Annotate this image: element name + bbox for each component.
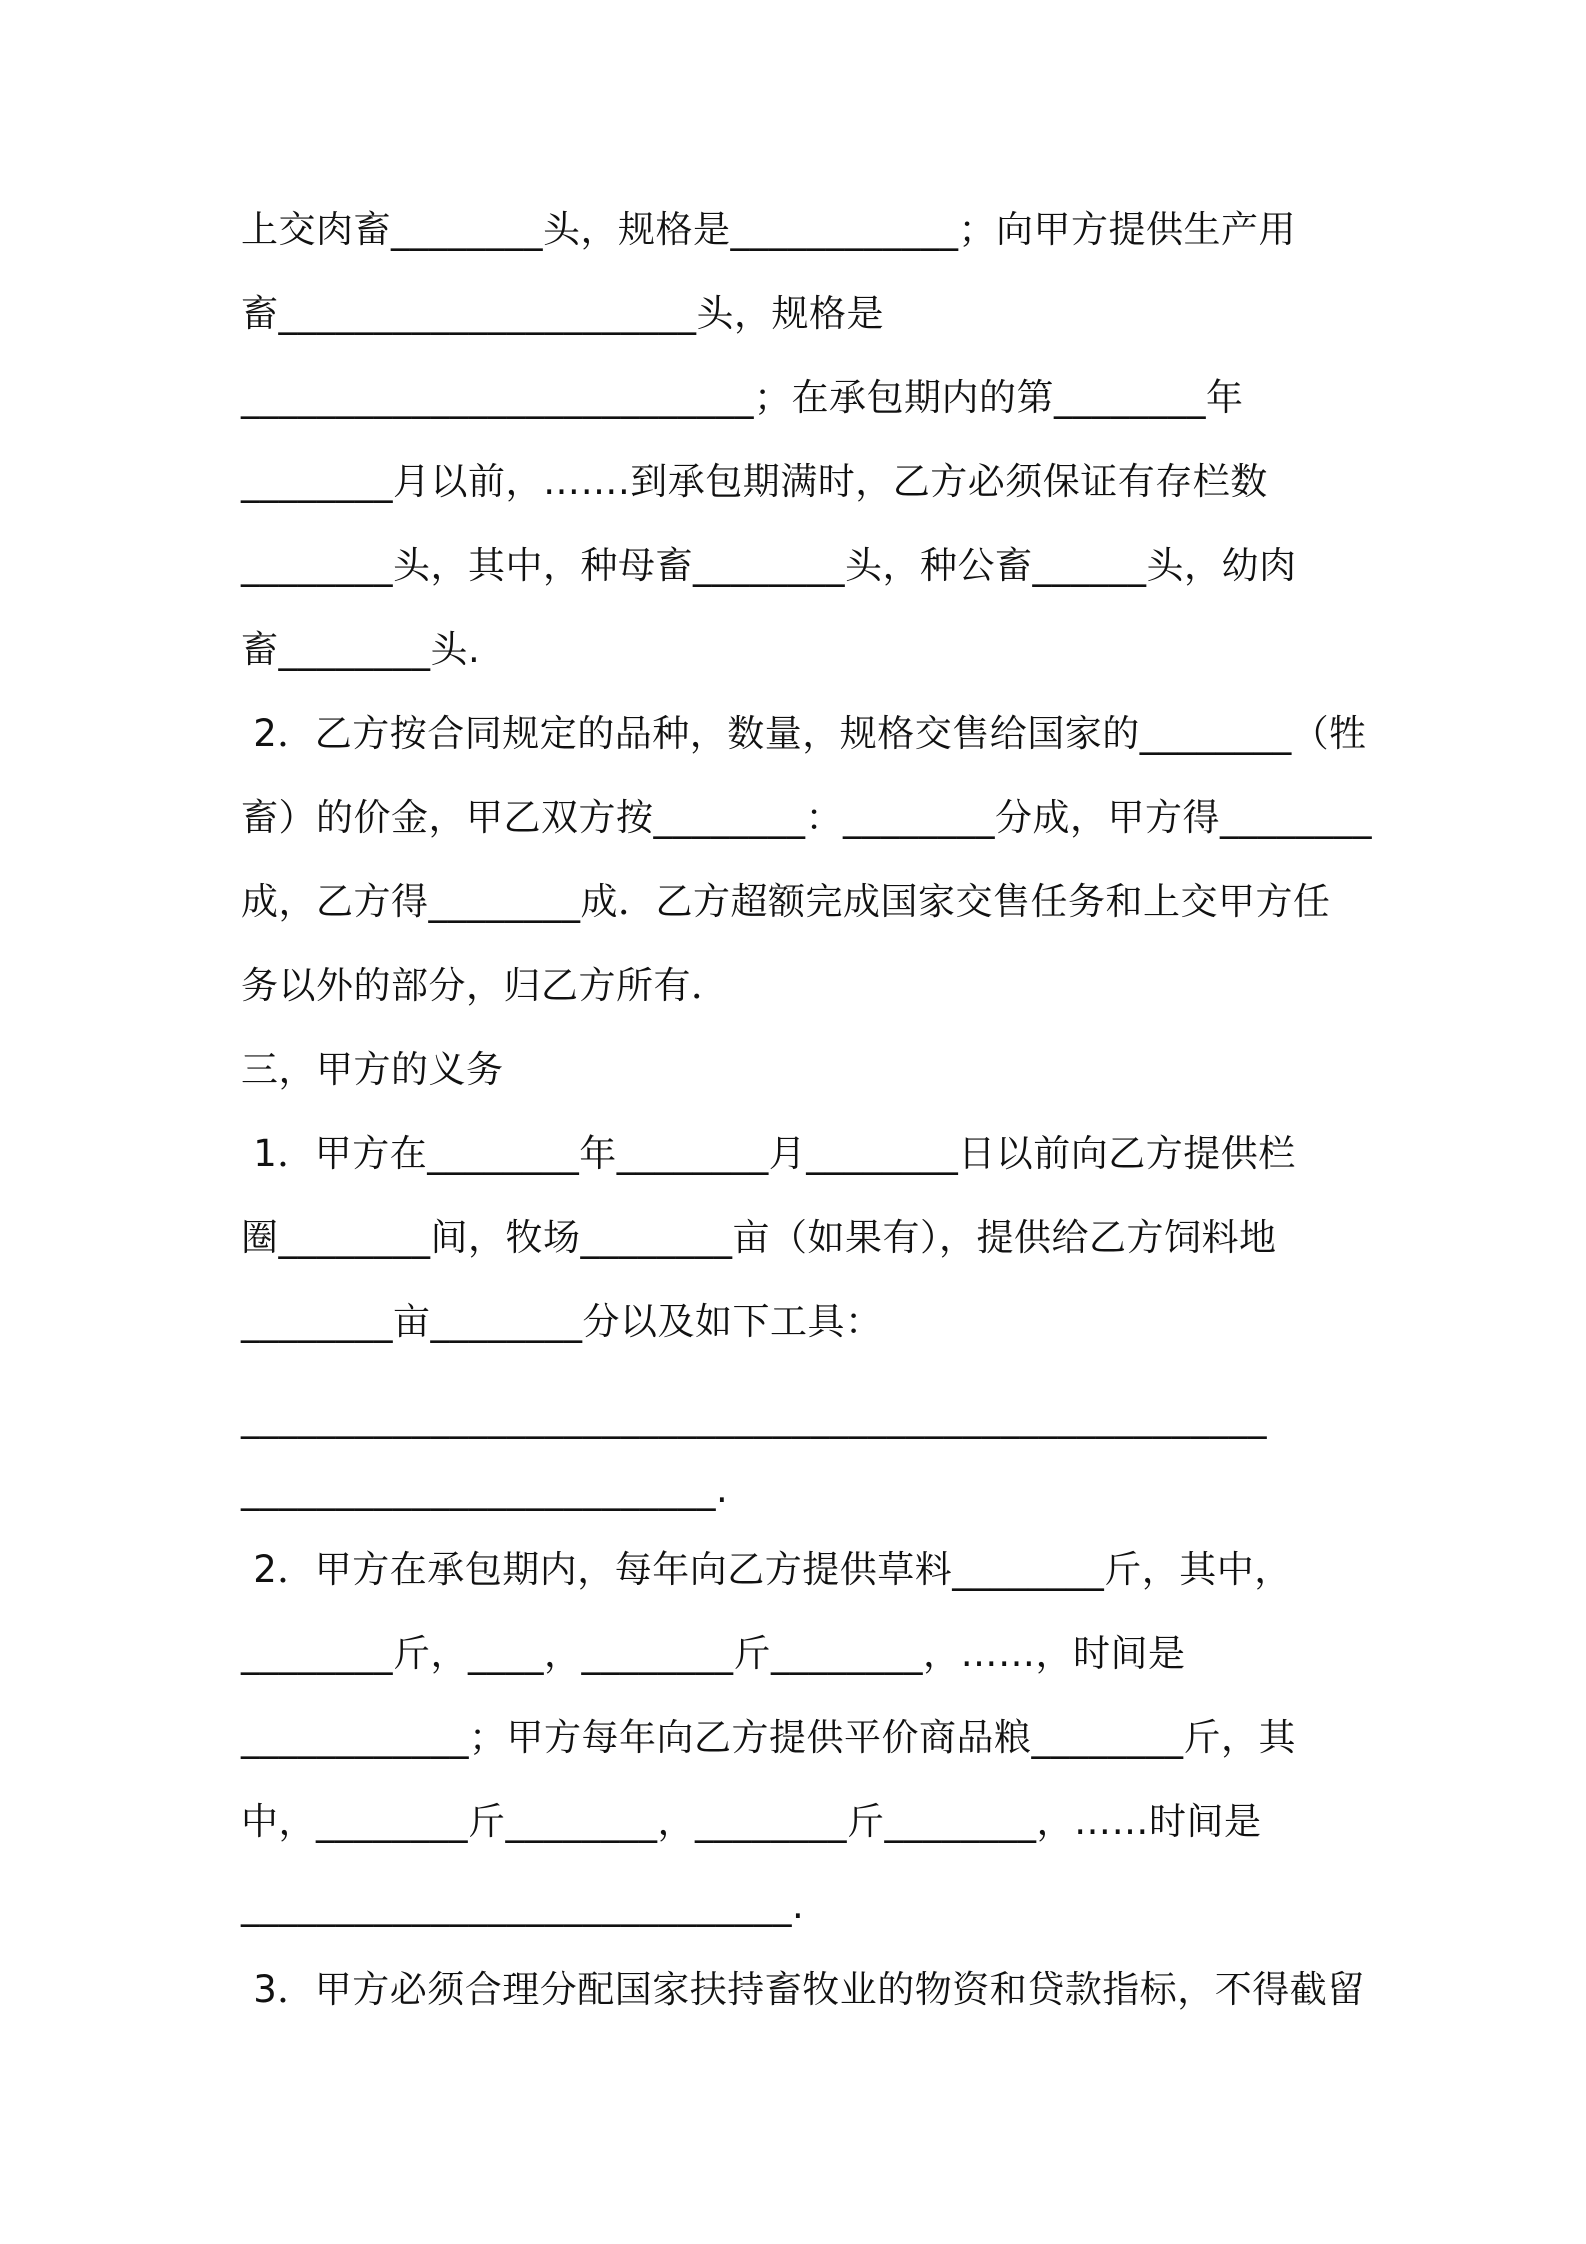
text-line: 务以外的部分，归乙方所有．: [241, 964, 729, 1007]
text-line: _____________________________.: [241, 1884, 805, 1927]
text-line: 畜________头.: [241, 628, 481, 671]
text-line: 畜______________________头，规格是: [241, 292, 884, 335]
section-heading: 三，甲方的义务: [241, 1048, 504, 1091]
text-line: ___________________________；在承包期内的第________年: [241, 376, 1244, 419]
text-line: 上交肉畜________头，规格是____________；向甲方提供生产用: [241, 208, 1296, 251]
text-line: ________亩________分以及如下工具：: [241, 1300, 883, 1343]
text-line: 畜）的价金，甲乙双方按________：________分成，甲方得________: [241, 796, 1372, 839]
text-line: ________月以前，…….到承包期满时，乙方必须保证有存栏数: [241, 460, 1268, 503]
section-item: 2．乙方按合同规定的品种，数量，规格交售给国家的________（牲: [241, 712, 1367, 755]
text-line: ______________________________________________________: [241, 1396, 1267, 1439]
text-line: 中，________斤________，________斤________，……时间是: [241, 1800, 1262, 1843]
text-line: _________________________.: [241, 1468, 729, 1511]
section-item: 1．甲方在________年________月________日以前向乙方提供栏: [241, 1132, 1296, 1175]
section-item: 2．甲方在承包期内，每年向乙方提供草料________斤，其中，: [241, 1548, 1292, 1591]
text-line: ________斤，____，________斤________，……，时间是: [241, 1632, 1186, 1675]
section-item: 3．甲方必须合理分配国家扶持畜牧业的物资和贷款指标，不得截留: [241, 1968, 1365, 2011]
text-line: ____________；甲方每年向乙方提供平价商品粮________斤，其: [241, 1716, 1296, 1759]
text-line: 成，乙方得________成．乙方超额完成国家交售任务和上交甲方任: [241, 880, 1331, 923]
text-line: 圈________间，牧场________亩（如果有），提供给乙方饲料地: [241, 1216, 1277, 1259]
text-line: ________头，其中，种母畜________头，种公畜______头，幼肉: [241, 544, 1297, 587]
